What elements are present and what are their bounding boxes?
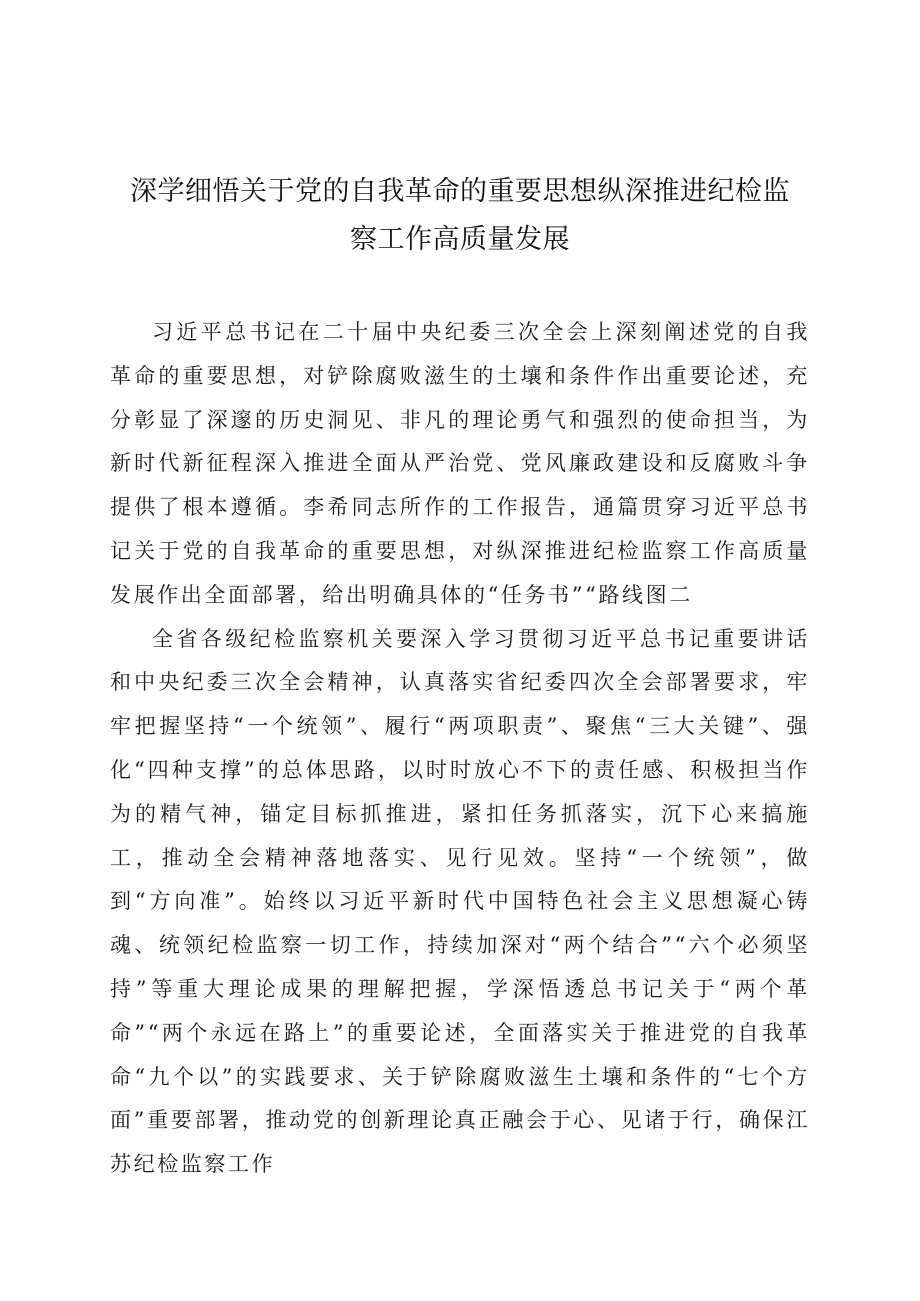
title-line-1: 深学细悟关于党的自我革命的重要思想纵深推进纪检监 bbox=[130, 176, 790, 207]
title-line-2: 察工作高质量发展 bbox=[350, 224, 570, 255]
document-title bbox=[100, 168, 820, 264]
paragraph-2: 全省各级纪检监察机关要深入学习贯彻习近平总书记重要讲话和中央纪委三次全会精神，认真落实省纪委四次全会部署要求，牢牢把握坚持“一个统领”、履行“两项职责”、聚焦“三大关键”、强化“四种支撑”的总体思路，以时时放心不下的责任感、积极担当作为的精气神，锚定目标抓推进，紧扣任务抓落实，沉下心来搞施工，推动全会精神落地落实、见行见效。坚持“一个统领”，做到“方向准”。始终以习近平新时代中国特色社会主义思想凝心铸魂、统领纪检监察一切工作，持续加深对“两个结合”“六个必须坚持”等重大理论成果的理解把握，学深悟透总书记关于“两个革命”“两个永远在路上”的重要论述，全面落实关于推进党的自我革命“九个以”的实践要求、关于铲除腐败滋生土壤和条件的“七个方面”重要部署，推动党的创新理论真正融会于心、见诸于行，确保江苏纪检监察工作 bbox=[110, 626, 810, 1177]
paragraph-1: 习近平总书记在二十届中央纪委三次全会上深刻阐述党的自我革命的重要思想，对铲除腐败滋生的土壤和条件作出重要论述，充分彰显了深邃的历史洞见、非凡的理论勇气和强烈的使命担当，为新时代新征程深入推进全面从严治党、党风廉政建设和反腐败斗争提供了根本遵循。李希同志所作的工作报告，通篇贯穿习近平总书记关于党的自我革命的重要思想，对纵深推进纪检监察工作高质量发展作出全面部署，给出明确具体的“任务书”“路线图二 bbox=[110, 320, 810, 607]
document-body bbox=[110, 311, 810, 1187]
